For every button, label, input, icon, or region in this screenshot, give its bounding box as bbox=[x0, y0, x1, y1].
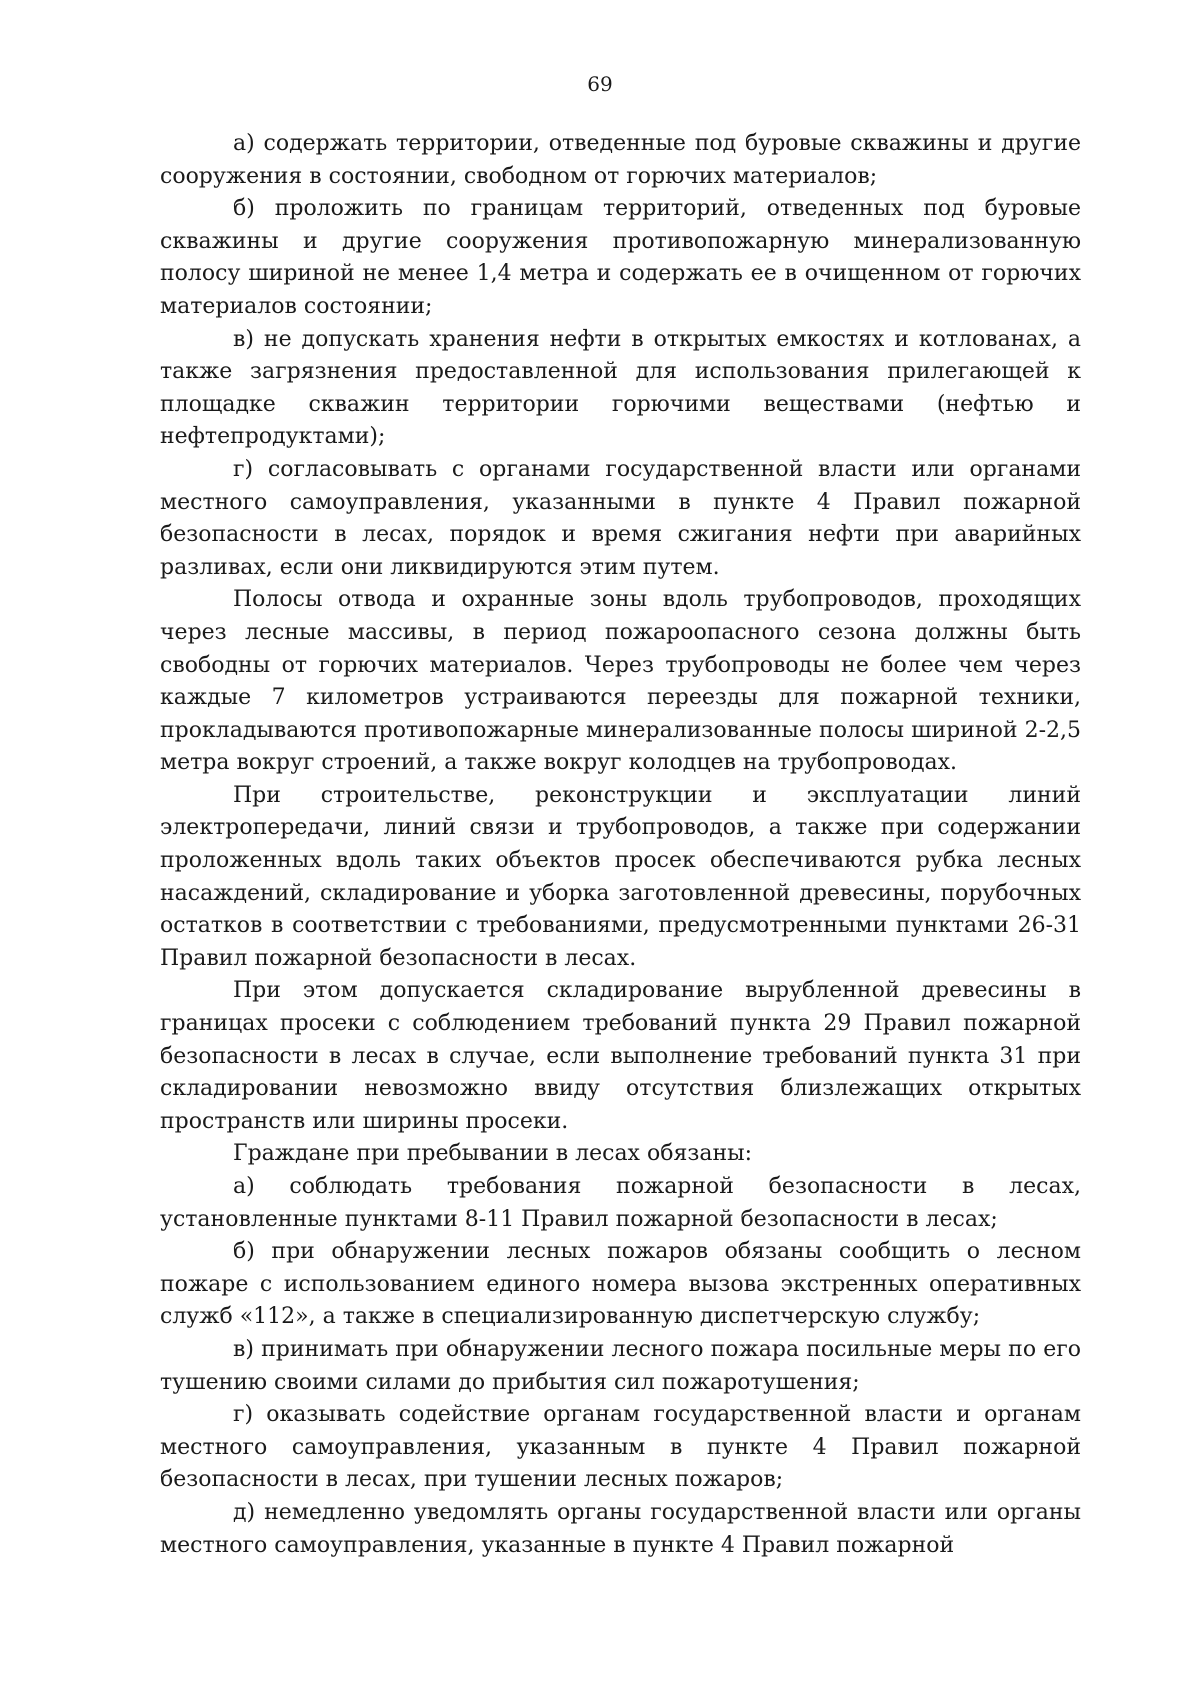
paragraph-pipelines: Полосы отвода и охранные зоны вдоль трубопроводов, проходящих через лесные массивы, в период пожароопасного сезона должны быть свободны от горючих материалов. Через трубопроводы не более чем через каждые 7 километров устраиваются переезды для пожарной техники, прокладываются противопожарные минерализованные полосы шириной 2-2,5 метра вокруг строений, а также вокруг колодцев на трубопроводах. bbox=[160, 587, 1081, 776]
paragraph-well-territories: а) содержать территории, отведенные под буровые скважины и другие сооружения в состоянии, свободном от горючих материалов; bbox=[160, 131, 1081, 189]
paragraph-duty-c: в) принимать при обнаружении лесного пожара посильные меры по его тушению своими силами до прибытия сил пожаротушения; bbox=[160, 1336, 1081, 1395]
paragraph-citizens-duties: Граждане при пребывании в лесах обязаны: bbox=[233, 1141, 753, 1167]
paragraph-duty-a: а) соблюдать требования пожарной безопасности в лесах, установленные пунктами 8-11 Правил пожарной безопасности в лесах; bbox=[160, 1174, 1081, 1232]
document-body bbox=[160, 128, 1081, 1562]
paragraph-duty-e: д) немедленно уведомлять органы государственной власти или органы местного самоуправления, указанные в пункте 4 Правил пожарной bbox=[160, 1499, 1081, 1558]
page-number: 69 bbox=[587, 72, 613, 96]
paragraph-duty-b: б) при обнаружении лесных пожаров обязаны сообщить о лесном пожаре с использованием единого номера вызова экстренных оперативных служб «112», а также в специализированную диспетчерскую службу; bbox=[160, 1239, 1081, 1330]
paragraph-timber-storage: При этом допускается складирование вырубленной древесины в границах просеки с соблюдением требований пункта 29 Правил пожарной безопасности в лесах в случае, если выполнение требований пункта 31 при складировании невозможно ввиду отсутствия близлежащих открытых пространств или ширины просеки. bbox=[160, 978, 1081, 1134]
paragraph-mineralized-strip: б) проложить по границам территорий, отведенных под буровые скважины и другие сооружения противопожарную минерализованную полосу шириной не менее 1,4 метра и содержать ее в очищенном от горючих материалов состоянии; bbox=[160, 196, 1081, 319]
paragraph-duty-d: г) оказывать содействие органам государственной власти и органам местного самоуправления, указанным в пункте 4 Правил пожарной безопасности в лесах, при тушении лесных пожаров; bbox=[160, 1402, 1081, 1493]
paragraph-power-lines: При строительстве, реконструкции и эксплуатации линий электропередачи, линий связи и трубопроводов, а также при содержании проложенных вдоль таких объектов просек обеспечиваются рубка лесных насаждений, складирование и уборка заготовленной древесины, порубочных остатков в соответствии с требованиями, предусмотренными пунктами 26-31 Правил пожарной безопасности в лесах. bbox=[160, 782, 1081, 971]
paragraph-oil-burning: г) согласовывать с органами государственной власти или органами местного самоуправления, указанными в пункте 4 Правил пожарной безопасности в лесах, порядок и время сжигания нефти при аварийных разливах, если они ликвидируются этим путем. bbox=[160, 456, 1081, 580]
paragraph-oil-storage: в) не допускать хранения нефти в открытых емкостях и котлованах, а также загрязнения предоставленной для использования прилегающей к площадке скважин территории горючими веществами (нефтью и нефтепродуктами); bbox=[160, 326, 1081, 450]
